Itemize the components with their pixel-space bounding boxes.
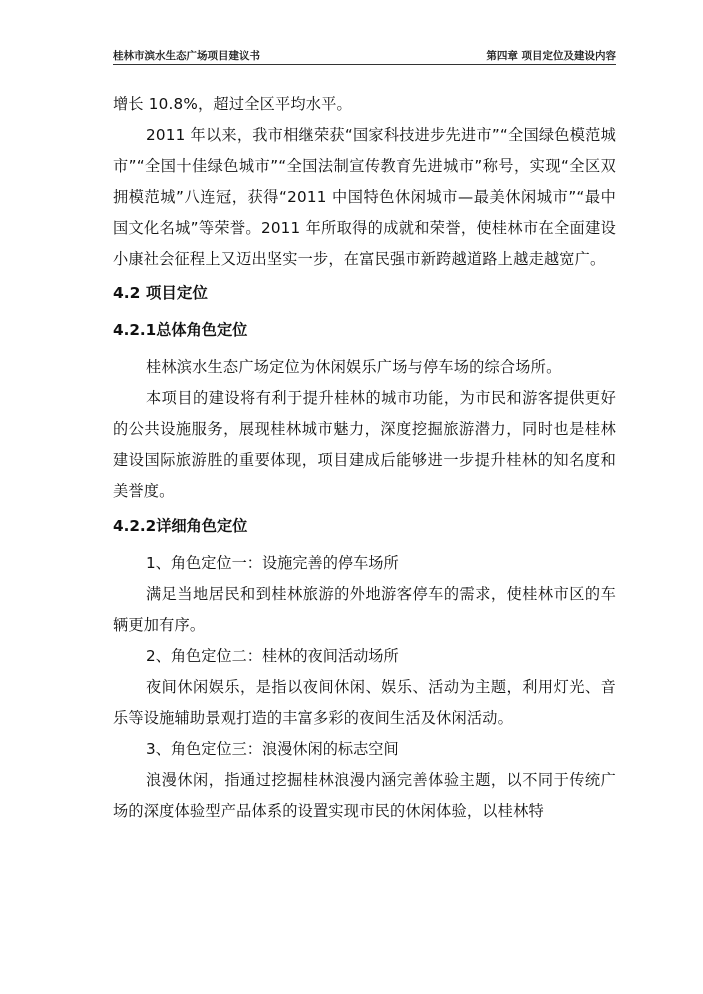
role-1-text: 满足当地居民和到桂林旅游的外地游客停车的需求，使桂林市区的车辆更加有序。: [113, 585, 616, 634]
section-heading-4-2-1: 4.2.1总体角色定位: [113, 321, 248, 339]
role-1-title: 1、角色定位一：设施完善的停车场所: [146, 554, 399, 572]
section-heading-4-2: 4.2 项目定位: [113, 284, 208, 302]
paragraph-overall-positioning: 桂林滨水生态广场定位为休闲娱乐广场与停车场的综合场所。: [146, 358, 562, 376]
document-body: [113, 89, 616, 827]
role-3-text: 浪漫休闲，指通过挖掘桂林浪漫内涵完善体验主题，以不同于传统广场的深度体验型产品体系的设置实现市民的休闲体验，以桂林特: [113, 771, 616, 820]
paragraph-growth: 增长 10.8%，超过全区平均水平。: [113, 95, 352, 113]
paragraph-project-benefits: 本项目的建设将有利于提升桂林的城市功能，为市民和游客提供更好的公共设施服务，展现桂林城市魅力，深度挖掘旅游潜力，同时也是桂林建设国际旅游胜的重要体现，项目建成后能够进一步提升桂林的知名度和美誉度。: [113, 389, 616, 500]
role-3-title: 3、角色定位三：浪漫休闲的标志空间: [146, 740, 399, 758]
section-heading-4-2-2: 4.2.2详细角色定位: [113, 517, 248, 535]
role-2-title: 2、角色定位二：桂林的夜间活动场所: [146, 647, 399, 665]
header-chapter: 第四章 项目定位及建设内容: [486, 50, 616, 62]
header-title: 桂林市滨水生态广场项目建议书: [113, 50, 260, 62]
role-2-text: 夜间休闲娱乐，是指以夜间休闲、娱乐、活动为主题，利用灯光、音乐等设施辅助景观打造的丰富多彩的夜间生活及休闲活动。: [113, 678, 616, 727]
paragraph-honors: 2011 年以来，我市相继荣获“国家科技进步先进市”“全国绿色模范城市”“全国十佳绿色城市”“全国法制宣传教育先进城市”称号，实现“全区双拥模范城”八连冠，获得“2011 中国特色休闲城市—最美休闲城市”“最中国文化名城”等荣誉。2011 年所取得的成就和荣誉，使桂林市在全面建设小康社会征程上又迈出坚实一步，在富民强市新跨越道路上越走越宽广。: [113, 126, 616, 268]
page-header: [113, 46, 616, 65]
